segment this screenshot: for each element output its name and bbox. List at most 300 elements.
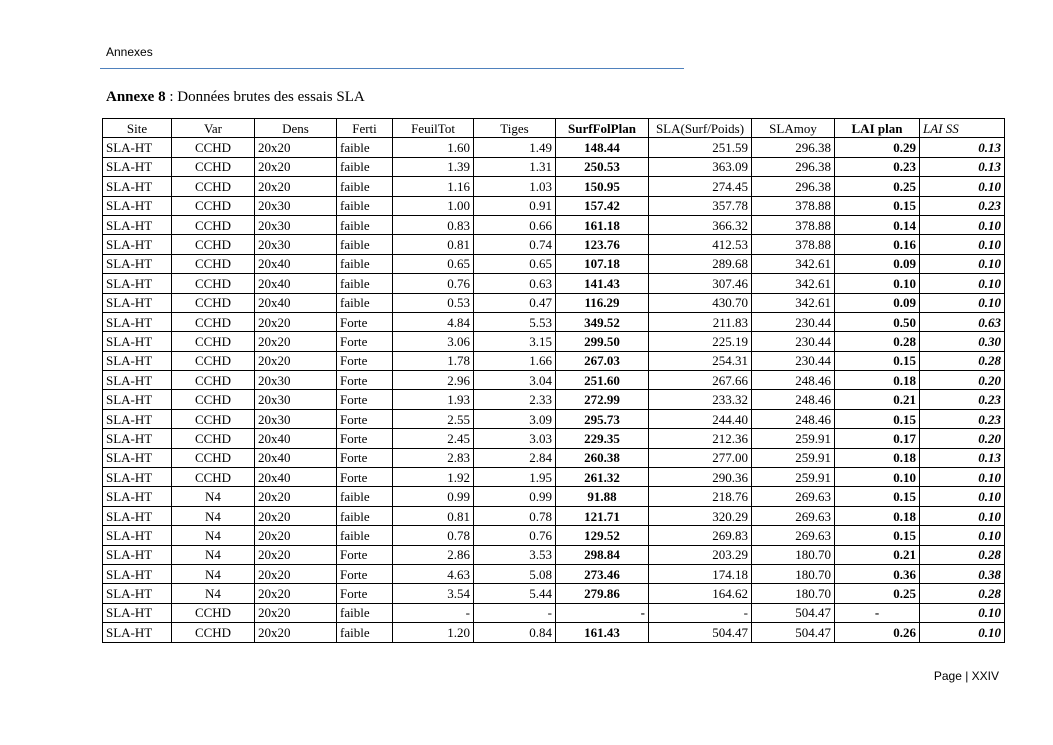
cell-tiges: 1.66 (474, 351, 556, 370)
running-header: Annexes (106, 45, 153, 59)
cell-tiges: 2.84 (474, 448, 556, 467)
sla-data-table (102, 118, 1005, 643)
cell-lai-ss: 0.10 (920, 235, 1005, 254)
table-row (103, 448, 1005, 467)
cell-sla: 320.29 (649, 506, 752, 525)
cell-tiges: 0.76 (474, 526, 556, 545)
cell-slamoy: 230.44 (752, 351, 835, 370)
cell-var: CCHD (172, 138, 255, 157)
cell-lai-ss: 0.13 (920, 157, 1005, 176)
cell-feuiltot: 1.78 (393, 351, 474, 370)
cell-slamoy: 269.63 (752, 526, 835, 545)
cell-site: SLA-HT (103, 603, 172, 622)
cell-feuiltot: 0.53 (393, 293, 474, 312)
cell-feuiltot: 0.99 (393, 487, 474, 506)
cell-site: SLA-HT (103, 390, 172, 409)
cell-feuiltot: 1.60 (393, 138, 474, 157)
table-row (103, 468, 1005, 487)
cell-feuiltot: 1.20 (393, 623, 474, 642)
cell-sla: 504.47 (649, 623, 752, 642)
cell-lai-plan: 0.28 (835, 332, 920, 351)
cell-lai-ss: 0.10 (920, 487, 1005, 506)
cell-var: CCHD (172, 623, 255, 642)
cell-lai-plan: - (835, 603, 920, 622)
cell-var: N4 (172, 506, 255, 525)
cell-sla: 267.66 (649, 371, 752, 390)
cell-dens: 20x20 (255, 545, 337, 564)
cell-sla: 289.68 (649, 254, 752, 273)
table-row (103, 371, 1005, 390)
cell-lai-plan: 0.15 (835, 409, 920, 428)
cell-slamoy: 230.44 (752, 332, 835, 351)
cell-slamoy: 504.47 (752, 623, 835, 642)
cell-site: SLA-HT (103, 351, 172, 370)
cell-ferti: faible (337, 623, 393, 642)
col-header-var: Var (172, 119, 255, 138)
cell-ferti: Forte (337, 371, 393, 390)
cell-slamoy: 259.91 (752, 468, 835, 487)
cell-lai-plan: 0.21 (835, 390, 920, 409)
cell-dens: 20x20 (255, 312, 337, 331)
cell-tiges: 0.65 (474, 254, 556, 273)
cell-lai-ss: 0.13 (920, 138, 1005, 157)
cell-dens: 20x40 (255, 448, 337, 467)
table-row (103, 584, 1005, 603)
cell-ferti: Forte (337, 468, 393, 487)
cell-slamoy: 248.46 (752, 390, 835, 409)
cell-sla: 233.32 (649, 390, 752, 409)
cell-site: SLA-HT (103, 545, 172, 564)
cell-slamoy: 296.38 (752, 157, 835, 176)
header-row (103, 119, 1005, 138)
cell-feuiltot: 1.00 (393, 196, 474, 215)
table-row (103, 274, 1005, 293)
cell-lai-plan: 0.25 (835, 177, 920, 196)
cell-ferti: faible (337, 215, 393, 234)
table-row (103, 254, 1005, 273)
cell-site: SLA-HT (103, 332, 172, 351)
cell-lai-plan: 0.23 (835, 157, 920, 176)
cell-feuiltot: 1.93 (393, 390, 474, 409)
cell-lai-ss: 0.28 (920, 584, 1005, 603)
cell-var: N4 (172, 487, 255, 506)
cell-lai-plan: 0.50 (835, 312, 920, 331)
cell-sla: 211.83 (649, 312, 752, 331)
cell-feuiltot: - (393, 603, 474, 622)
cell-tiges: 0.66 (474, 215, 556, 234)
cell-var: CCHD (172, 215, 255, 234)
cell-slamoy: 342.61 (752, 293, 835, 312)
cell-var: CCHD (172, 603, 255, 622)
cell-surffolplan: 295.73 (556, 409, 649, 428)
table-row (103, 177, 1005, 196)
header-divider (100, 68, 684, 69)
cell-sla: 269.83 (649, 526, 752, 545)
table-row (103, 506, 1005, 525)
cell-var: CCHD (172, 409, 255, 428)
cell-lai-ss: 0.10 (920, 506, 1005, 525)
cell-lai-plan: 0.18 (835, 448, 920, 467)
cell-lai-ss: 0.30 (920, 332, 1005, 351)
cell-slamoy: 342.61 (752, 254, 835, 273)
cell-surffolplan: 148.44 (556, 138, 649, 157)
cell-dens: 20x40 (255, 274, 337, 293)
cell-site: SLA-HT (103, 177, 172, 196)
cell-site: SLA-HT (103, 506, 172, 525)
cell-lai-plan: 0.15 (835, 196, 920, 215)
cell-dens: 20x40 (255, 468, 337, 487)
cell-lai-ss: 0.10 (920, 254, 1005, 273)
cell-lai-plan: 0.17 (835, 429, 920, 448)
cell-sla: 277.00 (649, 448, 752, 467)
cell-ferti: Forte (337, 409, 393, 428)
cell-var: CCHD (172, 177, 255, 196)
cell-sla: 274.45 (649, 177, 752, 196)
cell-tiges: 0.99 (474, 487, 556, 506)
table-row (103, 293, 1005, 312)
cell-tiges: 0.63 (474, 274, 556, 293)
page-number: Page | XXIV (933, 669, 999, 683)
cell-lai-plan: 0.10 (835, 468, 920, 487)
cell-site: SLA-HT (103, 371, 172, 390)
cell-surffolplan: 161.18 (556, 215, 649, 234)
cell-sla: 251.59 (649, 138, 752, 157)
cell-site: SLA-HT (103, 138, 172, 157)
cell-ferti: faible (337, 526, 393, 545)
cell-lai-plan: 0.25 (835, 584, 920, 603)
cell-tiges: 5.08 (474, 564, 556, 583)
cell-slamoy: 248.46 (752, 409, 835, 428)
cell-lai-ss: 0.23 (920, 409, 1005, 428)
table-caption (106, 89, 365, 106)
cell-site: SLA-HT (103, 215, 172, 234)
cell-lai-ss: 0.28 (920, 351, 1005, 370)
cell-dens: 20x30 (255, 390, 337, 409)
cell-feuiltot: 3.06 (393, 332, 474, 351)
cell-slamoy: 269.63 (752, 506, 835, 525)
cell-ferti: Forte (337, 545, 393, 564)
cell-surffolplan: 161.43 (556, 623, 649, 642)
cell-dens: 20x30 (255, 409, 337, 428)
cell-surffolplan: 299.50 (556, 332, 649, 351)
cell-lai-ss: 0.23 (920, 196, 1005, 215)
table-row (103, 623, 1005, 642)
cell-lai-plan: 0.29 (835, 138, 920, 157)
cell-var: CCHD (172, 468, 255, 487)
cell-surffolplan: 229.35 (556, 429, 649, 448)
cell-dens: 20x20 (255, 506, 337, 525)
cell-tiges: 1.03 (474, 177, 556, 196)
cell-var: CCHD (172, 235, 255, 254)
cell-var: CCHD (172, 429, 255, 448)
cell-var: N4 (172, 545, 255, 564)
cell-var: CCHD (172, 390, 255, 409)
cell-surffolplan: 349.52 (556, 312, 649, 331)
table-row (103, 526, 1005, 545)
cell-lai-ss: 0.38 (920, 564, 1005, 583)
cell-site: SLA-HT (103, 235, 172, 254)
cell-surffolplan: 107.18 (556, 254, 649, 273)
cell-feuiltot: 2.45 (393, 429, 474, 448)
table-row (103, 157, 1005, 176)
table-row (103, 196, 1005, 215)
cell-slamoy: 504.47 (752, 603, 835, 622)
cell-lai-ss: 0.10 (920, 526, 1005, 545)
cell-slamoy: 378.88 (752, 235, 835, 254)
cell-surffolplan: 123.76 (556, 235, 649, 254)
cell-lai-plan: 0.15 (835, 487, 920, 506)
cell-dens: 20x20 (255, 138, 337, 157)
table-row (103, 332, 1005, 351)
cell-lai-ss: 0.28 (920, 545, 1005, 564)
col-header-slamoy: SLAmoy (752, 119, 835, 138)
cell-sla: 174.18 (649, 564, 752, 583)
cell-dens: 20x20 (255, 177, 337, 196)
cell-surffolplan: 267.03 (556, 351, 649, 370)
cell-surffolplan: 91.88 (556, 487, 649, 506)
cell-ferti: faible (337, 138, 393, 157)
cell-var: CCHD (172, 351, 255, 370)
cell-site: SLA-HT (103, 293, 172, 312)
cell-sla: 412.53 (649, 235, 752, 254)
cell-tiges: 1.31 (474, 157, 556, 176)
cell-lai-ss: 0.20 (920, 429, 1005, 448)
col-header-sla: SLA(Surf/Poids) (649, 119, 752, 138)
cell-ferti: Forte (337, 448, 393, 467)
cell-dens: 20x20 (255, 332, 337, 351)
cell-sla: 218.76 (649, 487, 752, 506)
cell-site: SLA-HT (103, 468, 172, 487)
cell-surffolplan: 250.53 (556, 157, 649, 176)
cell-lai-plan: 0.18 (835, 506, 920, 525)
cell-lai-ss: 0.20 (920, 371, 1005, 390)
cell-dens: 20x30 (255, 196, 337, 215)
cell-var: CCHD (172, 274, 255, 293)
cell-ferti: faible (337, 603, 393, 622)
cell-tiges: 3.53 (474, 545, 556, 564)
cell-var: CCHD (172, 312, 255, 331)
cell-feuiltot: 0.76 (393, 274, 474, 293)
cell-dens: 20x20 (255, 526, 337, 545)
cell-lai-ss: 0.10 (920, 468, 1005, 487)
cell-feuiltot: 3.54 (393, 584, 474, 603)
table-row (103, 603, 1005, 622)
cell-site: SLA-HT (103, 429, 172, 448)
cell-sla: 225.19 (649, 332, 752, 351)
cell-dens: 20x20 (255, 351, 337, 370)
cell-lai-ss: 0.13 (920, 448, 1005, 467)
cell-tiges: 2.33 (474, 390, 556, 409)
cell-tiges: 1.95 (474, 468, 556, 487)
cell-var: CCHD (172, 157, 255, 176)
cell-var: CCHD (172, 371, 255, 390)
cell-surffolplan: 157.42 (556, 196, 649, 215)
cell-tiges: 3.03 (474, 429, 556, 448)
cell-dens: 20x40 (255, 429, 337, 448)
cell-feuiltot: 2.86 (393, 545, 474, 564)
cell-lai-ss: 0.10 (920, 293, 1005, 312)
cell-sla: 203.29 (649, 545, 752, 564)
cell-ferti: Forte (337, 584, 393, 603)
col-header-site: Site (103, 119, 172, 138)
cell-surffolplan: - (556, 603, 649, 622)
cell-surffolplan: 273.46 (556, 564, 649, 583)
cell-slamoy: 180.70 (752, 584, 835, 603)
cell-site: SLA-HT (103, 157, 172, 176)
col-header-tiges: Tiges (474, 119, 556, 138)
cell-lai-ss: 0.23 (920, 390, 1005, 409)
cell-site: SLA-HT (103, 526, 172, 545)
cell-feuiltot: 4.84 (393, 312, 474, 331)
cell-surffolplan: 141.43 (556, 274, 649, 293)
cell-slamoy: 180.70 (752, 564, 835, 583)
cell-dens: 20x40 (255, 293, 337, 312)
table-row (103, 409, 1005, 428)
cell-dens: 20x30 (255, 215, 337, 234)
cell-tiges: 0.47 (474, 293, 556, 312)
cell-tiges: - (474, 603, 556, 622)
cell-dens: 20x20 (255, 603, 337, 622)
cell-sla: 290.36 (649, 468, 752, 487)
table-row (103, 545, 1005, 564)
cell-tiges: 3.04 (474, 371, 556, 390)
cell-sla: 244.40 (649, 409, 752, 428)
cell-var: CCHD (172, 332, 255, 351)
cell-var: CCHD (172, 196, 255, 215)
cell-feuiltot: 1.39 (393, 157, 474, 176)
table-row (103, 487, 1005, 506)
cell-lai-plan: 0.15 (835, 351, 920, 370)
table-row (103, 138, 1005, 157)
cell-feuiltot: 0.81 (393, 506, 474, 525)
cell-tiges: 0.78 (474, 506, 556, 525)
table-row (103, 351, 1005, 370)
cell-feuiltot: 0.83 (393, 215, 474, 234)
cell-lai-plan: 0.26 (835, 623, 920, 642)
table-row (103, 215, 1005, 234)
col-header-feuiltot: FeuilTot (393, 119, 474, 138)
cell-dens: 20x20 (255, 584, 337, 603)
cell-sla: - (649, 603, 752, 622)
cell-lai-ss: 0.10 (920, 177, 1005, 196)
cell-var: CCHD (172, 293, 255, 312)
cell-lai-plan: 0.15 (835, 526, 920, 545)
cell-ferti: Forte (337, 351, 393, 370)
cell-surffolplan: 261.32 (556, 468, 649, 487)
cell-ferti: Forte (337, 429, 393, 448)
table-row (103, 235, 1005, 254)
cell-lai-plan: 0.10 (835, 274, 920, 293)
table-row (103, 429, 1005, 448)
cell-sla: 366.32 (649, 215, 752, 234)
cell-surffolplan: 251.60 (556, 371, 649, 390)
cell-feuiltot: 0.78 (393, 526, 474, 545)
cell-surffolplan: 260.38 (556, 448, 649, 467)
cell-ferti: Forte (337, 332, 393, 351)
cell-ferti: faible (337, 293, 393, 312)
col-header-lai-plan: LAI plan (835, 119, 920, 138)
cell-var: N4 (172, 526, 255, 545)
cell-dens: 20x20 (255, 487, 337, 506)
col-header-dens: Dens (255, 119, 337, 138)
cell-sla: 164.62 (649, 584, 752, 603)
cell-lai-ss: 0.10 (920, 274, 1005, 293)
cell-dens: 20x20 (255, 157, 337, 176)
cell-slamoy: 378.88 (752, 215, 835, 234)
cell-tiges: 1.49 (474, 138, 556, 157)
cell-slamoy: 378.88 (752, 196, 835, 215)
cell-site: SLA-HT (103, 409, 172, 428)
cell-dens: 20x20 (255, 564, 337, 583)
cell-tiges: 0.91 (474, 196, 556, 215)
cell-sla: 307.46 (649, 274, 752, 293)
cell-site: SLA-HT (103, 274, 172, 293)
cell-ferti: faible (337, 235, 393, 254)
table-row (103, 390, 1005, 409)
cell-lai-ss: 0.63 (920, 312, 1005, 331)
cell-surffolplan: 298.84 (556, 545, 649, 564)
table-row (103, 312, 1005, 331)
col-header-surffolplan: SurfFolPlan (556, 119, 649, 138)
cell-ferti: Forte (337, 312, 393, 331)
cell-slamoy: 259.91 (752, 429, 835, 448)
cell-tiges: 3.15 (474, 332, 556, 351)
cell-ferti: Forte (337, 390, 393, 409)
col-header-lai-ss: LAI SS (920, 119, 1005, 138)
cell-ferti: faible (337, 196, 393, 215)
cell-feuiltot: 2.96 (393, 371, 474, 390)
cell-site: SLA-HT (103, 487, 172, 506)
cell-lai-plan: 0.14 (835, 215, 920, 234)
cell-ferti: faible (337, 506, 393, 525)
cell-feuiltot: 2.83 (393, 448, 474, 467)
cell-lai-plan: 0.21 (835, 545, 920, 564)
cell-surffolplan: 150.95 (556, 177, 649, 196)
cell-site: SLA-HT (103, 196, 172, 215)
cell-site: SLA-HT (103, 254, 172, 273)
cell-site: SLA-HT (103, 623, 172, 642)
caption-label: Annexe 8 (106, 89, 166, 105)
cell-feuiltot: 4.63 (393, 564, 474, 583)
cell-slamoy: 342.61 (752, 274, 835, 293)
cell-slamoy: 180.70 (752, 545, 835, 564)
cell-tiges: 5.44 (474, 584, 556, 603)
cell-sla: 357.78 (649, 196, 752, 215)
cell-sla: 254.31 (649, 351, 752, 370)
col-header-ferti: Ferti (337, 119, 393, 138)
cell-surffolplan: 279.86 (556, 584, 649, 603)
cell-surffolplan: 272.99 (556, 390, 649, 409)
cell-ferti: faible (337, 157, 393, 176)
cell-slamoy: 230.44 (752, 312, 835, 331)
cell-dens: 20x30 (255, 371, 337, 390)
caption-text: : Données brutes des essais SLA (165, 89, 365, 105)
cell-ferti: faible (337, 274, 393, 293)
cell-feuiltot: 1.16 (393, 177, 474, 196)
cell-surffolplan: 129.52 (556, 526, 649, 545)
cell-feuiltot: 2.55 (393, 409, 474, 428)
cell-sla: 212.36 (649, 429, 752, 448)
cell-var: CCHD (172, 254, 255, 273)
cell-surffolplan: 116.29 (556, 293, 649, 312)
cell-tiges: 0.74 (474, 235, 556, 254)
cell-feuiltot: 0.65 (393, 254, 474, 273)
cell-ferti: faible (337, 177, 393, 196)
cell-var: N4 (172, 584, 255, 603)
cell-ferti: faible (337, 487, 393, 506)
table-body (103, 138, 1005, 642)
cell-lai-plan: 0.36 (835, 564, 920, 583)
